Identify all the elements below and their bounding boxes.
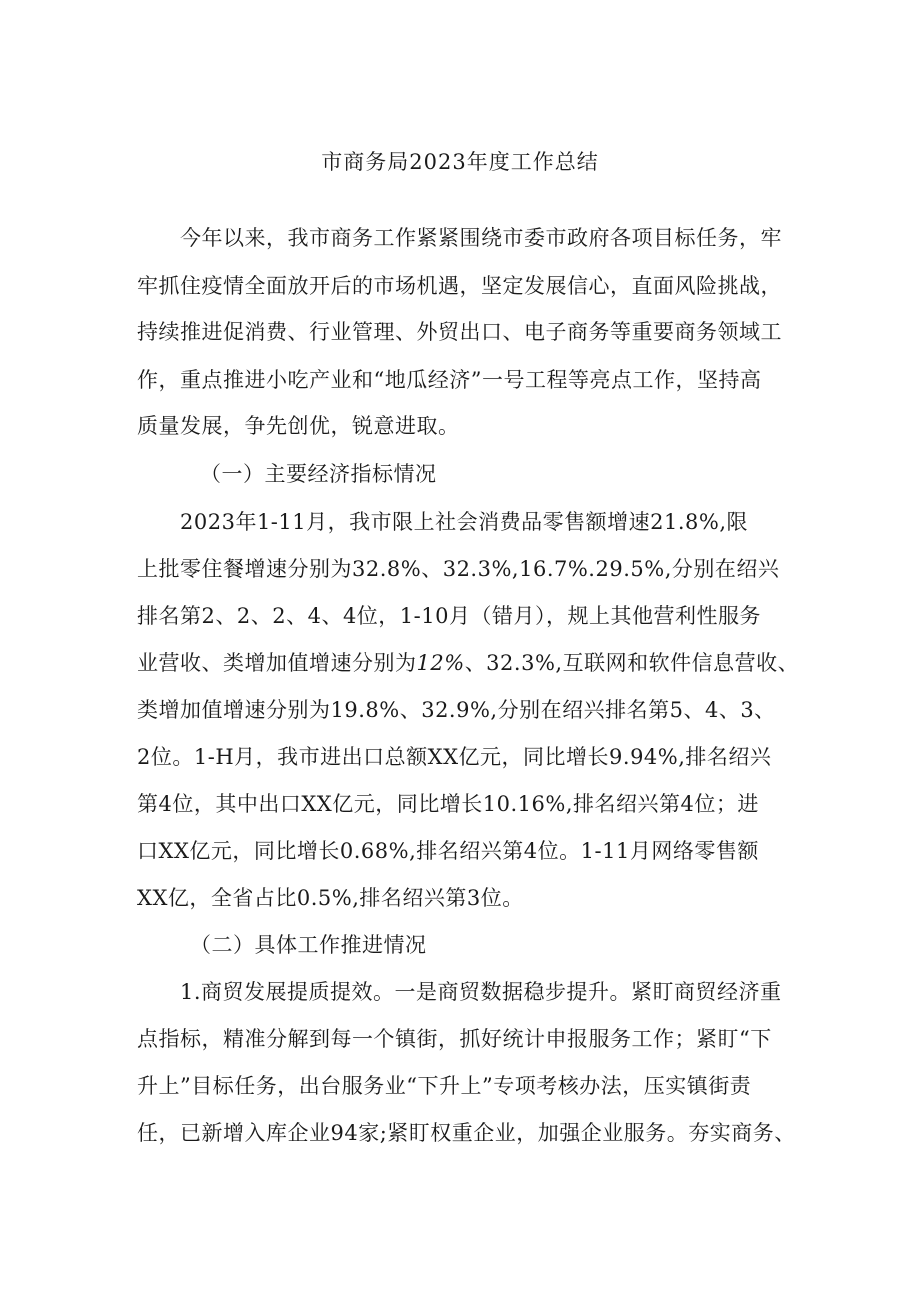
paragraph-line: 任，已新增入库企业94家;紧盯权重企业，加强企业服务。夯实商务、 <box>137 1121 796 1145</box>
paragraph-line: 2023年1-11月，我市限上社会消费品零售额增速21.8%,限 <box>180 510 749 534</box>
line-text: 业营收、类增加值增速分别为 <box>137 651 417 675</box>
paragraph-line: 点指标，精准分解到每一个镇街，抓好统计申报服务工作；紧盯“下 <box>137 1027 772 1051</box>
document-title: 市商务局2023年度工作总结 <box>321 150 599 174</box>
intro-line: 今年以来，我市商务工作紧紧围绕市委市政府各项目标任务，牢 <box>180 226 782 250</box>
paragraph-line: 升上”目标任务，出台服务业“下升上”专项考核办法，压实镇街责 <box>137 1074 752 1098</box>
intro-line: 牢抓住疫情全面放开后的市场机遇，坚定发展信心，直面风险挑战， <box>137 274 782 298</box>
italic-value: 12% <box>416 651 465 675</box>
line-text: 、32.3%,互联网和软件信息营收、 <box>464 651 800 675</box>
paragraph-line: 排名第2、2、2、4、4位，1-10月（错月），规上其他营利性服务 <box>137 604 761 628</box>
paragraph-line: 口XX亿元，同比增长0.68%,排名绍兴第4位。1-11月网络零售额 <box>137 839 759 863</box>
paragraph-line: 第4位，其中出口XX亿元，同比增长10.16%,排名绍兴第4位；进 <box>137 792 759 816</box>
intro-line: 作，重点推进小吃产业和“地瓜经济”一号工程等亮点工作，坚持高 <box>137 368 762 392</box>
paragraph-line: 类增加值增速分别为19.8%、32.9%,分别在绍兴排名第5、4、3、 <box>137 698 776 722</box>
intro-line: 持续推进促消费、行业管理、外贸出口、电子商务等重要商务领域工 <box>137 320 782 344</box>
intro-line: 质量发展，争先创优，锐意进取。 <box>137 414 460 438</box>
paragraph-line: 1.商贸发展提质提效。一是商贸数据稳步提升。紧盯商贸经济重 <box>180 980 782 1004</box>
section-heading-1: （一）主要经济指标情况 <box>200 462 437 486</box>
paragraph-line: 2位。1-H月，我市进出口总额XX亿元，同比增长9.94%,排名绍兴 <box>137 745 772 769</box>
paragraph-line: 上批零住餐增速分别为32.8%、32.3%,16.7%.29.5%,分别在绍兴 <box>137 557 780 581</box>
section-heading-2: （二）具体工作推进情况 <box>190 933 427 957</box>
paragraph-line: XX亿，全省占比0.5%,排名绍兴第3位。 <box>137 886 524 910</box>
paragraph-line <box>137 647 799 677</box>
